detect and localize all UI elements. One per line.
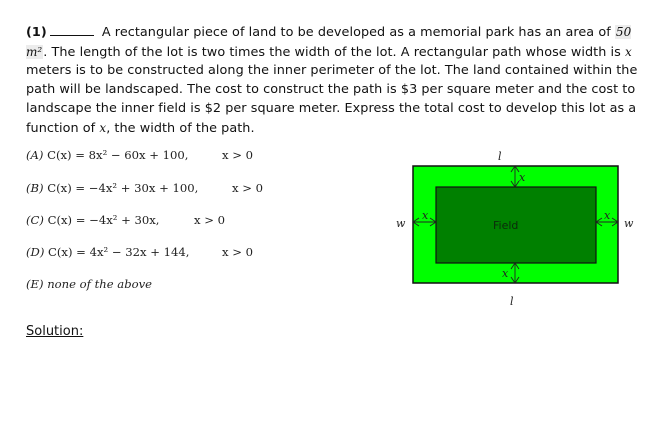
var-x: x	[99, 120, 107, 135]
choice-label: (C)	[26, 213, 44, 227]
problem-text-line2: . The length of the lot is two times the width of the lot. A rectangular path whose width	[43, 44, 607, 60]
choice-label: (B)	[26, 181, 44, 195]
problem-text-line6-post: , the width of the path.	[106, 120, 255, 136]
problem-number: (1)	[26, 25, 47, 40]
problem-text-line5: and the cost to landscape the inner field is $2 per square meter. Express the total cost to	[26, 82, 636, 116]
problem-text-line6-pre: develop this lot as a function of	[26, 100, 637, 136]
path-width-label-top: x	[519, 171, 526, 184]
choice-label: (A)	[26, 148, 44, 162]
problem-text-line1: A rectangular piece of land to be developed as a memorial park has an area of	[101, 25, 611, 40]
choice-expression: C(x) = 8x² − 60x + 100,	[47, 148, 189, 162]
choice-condition: x > 0	[232, 181, 263, 195]
width-label-right: w	[624, 217, 634, 230]
path-width-label-left: x	[422, 209, 429, 222]
problem-text-line3-post: meters is to be constructed along the inner perimeter of the lot. The land contained	[26, 63, 569, 79]
field-label: Field	[493, 219, 519, 232]
problem-text-line4: within the path will be landscaped. The cost to construct the path is $3 per square meter	[26, 63, 638, 98]
choice-condition: x > 0	[194, 213, 225, 227]
path-width-label-right: x	[604, 209, 611, 222]
length-label-bottom: l	[510, 295, 514, 308]
problem-text-line3-pre: is	[610, 44, 621, 60]
choice-expression: none of the above	[47, 277, 153, 291]
length-label-top: l	[498, 150, 502, 163]
choice-condition: x > 0	[222, 148, 253, 162]
choice-label: (E)	[26, 277, 44, 291]
choice-expression: C(x) = −4x² + 30x + 100,	[47, 181, 199, 195]
choice-expression: C(x) = 4x² − 32x + 144,	[48, 245, 190, 259]
choice-expression: C(x) = −4x² + 30x,	[47, 213, 160, 227]
width-label-left: w	[396, 217, 406, 230]
choice-label: (D)	[26, 245, 45, 259]
choice-condition: x > 0	[222, 245, 253, 259]
solution-heading: Solution:	[26, 324, 84, 339]
var-x: x	[624, 44, 632, 59]
area-value: 50 m²	[26, 25, 632, 59]
path-width-label-bottom: x	[502, 267, 509, 280]
